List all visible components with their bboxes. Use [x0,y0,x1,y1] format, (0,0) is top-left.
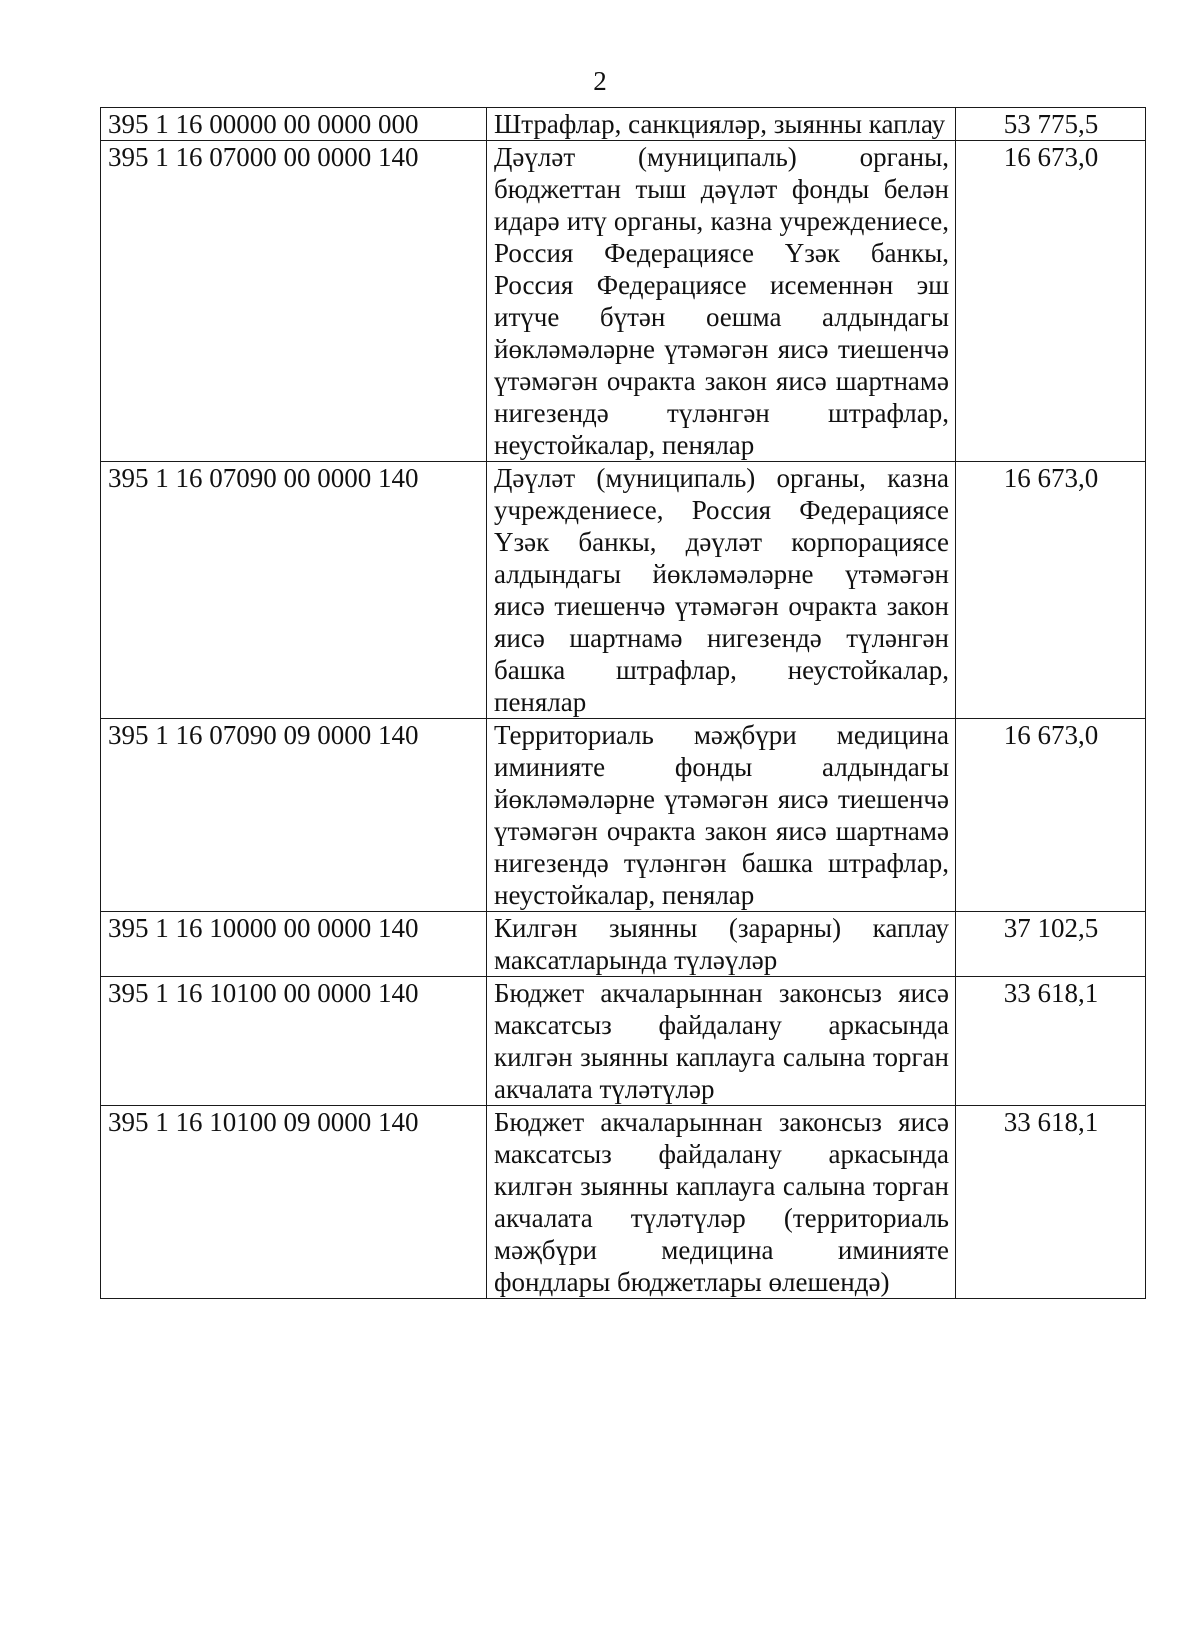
revenue-code-cell: 395 1 16 10000 00 0000 140 [101,912,487,977]
revenue-name-cell: Штрафлар, санкцияләр, зыянны каплау [487,108,956,141]
amount-cell: 16 673,0 [956,141,1146,462]
revenue-code-cell: 395 1 16 07090 00 0000 140 [101,462,487,719]
table-row [101,912,1146,977]
revenue-code-cell: 395 1 16 00000 00 0000 000 [101,108,487,141]
amount-cell: 16 673,0 [956,719,1146,912]
table-row [101,462,1146,719]
revenue-name-cell: Бюджет акчаларыннан законсыз яисә максатсыз файдалану аркасында килгән зыянны каплауга салына торган акчалата түләтүләр [487,977,956,1106]
amount-cell: 33 618,1 [956,977,1146,1106]
revenue-code-cell: 395 1 16 10100 09 0000 140 [101,1106,487,1299]
revenue-name-cell: Бюджет акчаларыннан законсыз яисә максатсыз файдалану аркасында килгән зыянны каплауга салына торган акчалата түләтүләр (территориаль мәҗбүри медицина иминияте фондлары бюджетлары өлешендә) [487,1106,956,1299]
table-row [101,977,1146,1106]
revenue-name-cell: Килгән зыянны (зарарны) каплау максатларында түләүләр [487,912,956,977]
revenue-name-cell: Дәүләт (муниципаль) органы, казна учреждениесе, Россия Федерациясе Үзәк банкы, дәүләт корпорациясе алдындагы йөкләмәләрне үтәмәгән яисә тиешенчә үтәмәгән очракта закон яисә шартнамә нигезендә түләнгән башка штрафлар, неустойкалар, пенялар [487,462,956,719]
amount-cell: 53 775,5 [956,108,1146,141]
table-row [101,1106,1146,1299]
revenue-name-cell: Территориаль мәҗбүри медицина иминияте фонды алдындагы йөкләмәләрне үтәмәгән яисә тиешенчә үтәмәгән очракта закон яисә шартнамә нигезендә түләнгән башка штрафлар, неустойкалар, пенялар [487,719,956,912]
amount-cell: 16 673,0 [956,462,1146,719]
table-row [101,141,1146,462]
table-row [101,108,1146,141]
revenue-name-cell: Дәүләт (муниципаль) органы, бюджеттан тыш дәүләт фонды белән идарә итү органы, казна учреждениесе, Россия Федерациясе Үзәк банкы, Россия Федерациясе исеменнән эш итүче бүтән оешма алдындагы йөкләмәләрне үтәмәгән яисә тиешенчә үтәмәгән очракта закон яисә шартнамә нигезендә түләнгән штрафлар, неустойкалар, пенялар [487,141,956,462]
budget-revenue-table [100,107,1146,1299]
table-row [101,719,1146,912]
revenue-code-cell: 395 1 16 07090 09 0000 140 [101,719,487,912]
amount-cell: 37 102,5 [956,912,1146,977]
revenue-code-cell: 395 1 16 07000 00 0000 140 [101,141,487,462]
amount-cell: 33 618,1 [956,1106,1146,1299]
revenue-code-cell: 395 1 16 10100 00 0000 140 [101,977,487,1106]
page-number: 2 [593,66,607,96]
